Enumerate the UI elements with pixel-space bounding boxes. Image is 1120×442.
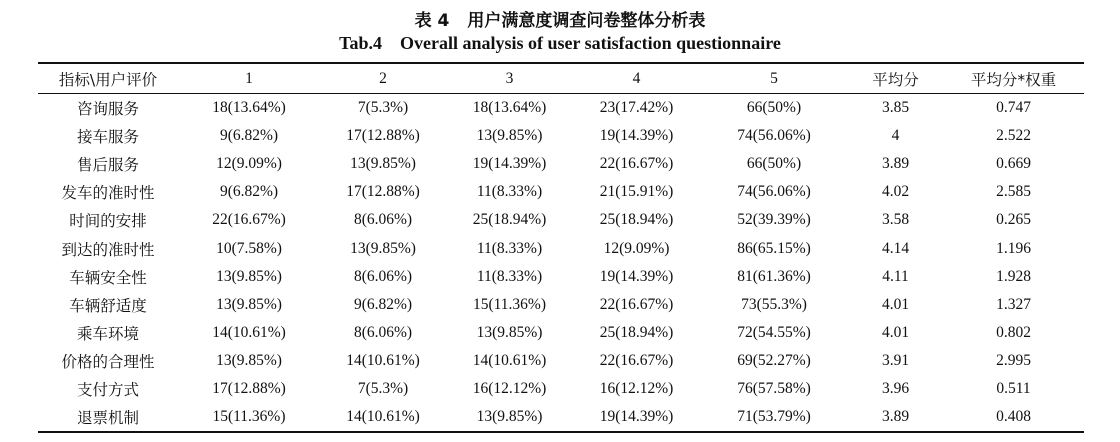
- cell-indicator: 发车的准时性: [61, 184, 155, 203]
- cell-indicator: 咨询服务: [76, 100, 139, 119]
- cell-rating-1: 13(9.85%): [216, 267, 282, 285]
- cell-rating-5: 76(57.58%): [737, 379, 811, 397]
- cell-rating-1: 10(7.58%): [216, 239, 282, 257]
- cell-rating-4: 19(14.39%): [599, 408, 674, 426]
- caption-cn-label: 表 4: [414, 11, 450, 31]
- cell-weighted-average: 2.995: [996, 351, 1031, 369]
- cell-rating-5: 52(39.39%): [737, 211, 811, 229]
- header-cell-rating-5: 5: [770, 69, 778, 87]
- cell-rating-2: 17(12.88%): [346, 183, 420, 201]
- cell-rating-4: 22(16.67%): [599, 295, 674, 313]
- cell-rating-2: 8(6.06%): [353, 267, 413, 285]
- table-row: [38, 319, 1084, 347]
- header-cell-rating-2: 2: [379, 69, 387, 87]
- cell-indicator: 售后服务: [76, 156, 139, 175]
- cell-average: 4.01: [881, 323, 910, 341]
- caption-en-label: Tab.4: [339, 33, 382, 53]
- cell-average: 3.89: [881, 408, 910, 426]
- cell-rating-3: 19(14.39%): [472, 155, 547, 173]
- caption-cn-title: 用户满意度调查问卷整体分析表: [467, 11, 706, 31]
- cell-indicator: 接车服务: [76, 128, 139, 147]
- cell-rating-1: 18(13.64%): [212, 99, 286, 117]
- cell-rating-5: 66(50%): [746, 99, 802, 117]
- cell-rating-2: 14(10.61%): [346, 408, 420, 426]
- cell-average: 3.89: [881, 155, 910, 173]
- header-cell-rating-4: 4: [632, 69, 641, 87]
- table-row: [38, 122, 1084, 150]
- cell-rating-4: 19(14.39%): [599, 267, 674, 285]
- table-row: [38, 375, 1084, 403]
- cell-average: 4.02: [881, 183, 910, 201]
- cell-weighted-average: 0.265: [996, 211, 1031, 229]
- table-body: [38, 94, 1084, 433]
- cell-rating-4: 16(12.12%): [599, 379, 674, 397]
- table-row: [38, 403, 1084, 432]
- cell-rating-1: 22(16.67%): [212, 211, 286, 229]
- cell-rating-2: 13(9.85%): [350, 155, 416, 173]
- cell-rating-5: 71(53.79%): [737, 408, 811, 426]
- cell-rating-1: 9(6.82%): [219, 183, 279, 201]
- cell-rating-4: 19(14.39%): [599, 127, 674, 145]
- cell-indicator: 到达的准时性: [61, 240, 155, 259]
- cell-rating-1: 14(10.61%): [212, 323, 286, 341]
- cell-rating-3: 13(9.85%): [476, 408, 543, 426]
- cell-indicator: 退票机制: [76, 409, 139, 428]
- cell-rating-1: 15(11.36%): [212, 408, 286, 426]
- table-row: [38, 291, 1084, 319]
- cell-rating-2: 9(6.82%): [353, 295, 413, 313]
- cell-rating-1: 17(12.88%): [212, 379, 286, 397]
- table-row: [38, 94, 1084, 123]
- cell-rating-1: 9(6.82%): [219, 127, 279, 145]
- cell-weighted-average: 0.802: [996, 323, 1031, 341]
- cell-rating-5: 86(65.15%): [737, 239, 811, 257]
- cell-indicator: 车辆舒适度: [69, 296, 147, 315]
- cell-rating-5: 73(55.3%): [741, 295, 807, 313]
- cell-rating-3: 16(12.12%): [472, 379, 547, 397]
- cell-average: 3.91: [881, 351, 910, 369]
- cell-weighted-average: 0.511: [996, 379, 1031, 397]
- cell-weighted-average: 0.408: [996, 408, 1031, 426]
- cell-rating-4: 12(9.09%): [603, 239, 670, 257]
- cell-average: 3.96: [881, 379, 910, 397]
- cell-rating-5: 74(56.06%): [737, 183, 811, 201]
- header-cell-rating-1: 1: [245, 69, 253, 87]
- cell-average: 4.14: [881, 239, 910, 257]
- cell-rating-2: 13(9.85%): [350, 239, 416, 257]
- cell-rating-3: 15(11.36%): [472, 295, 547, 313]
- table-row: [38, 234, 1084, 262]
- cell-rating-5: 66(50%): [746, 155, 802, 173]
- cell-indicator: 价格的合理性: [61, 352, 155, 371]
- cell-rating-3: 14(10.61%): [472, 351, 547, 369]
- header-row: [38, 63, 1084, 94]
- cell-indicator: 乘车环境: [76, 324, 139, 343]
- cell-rating-5: 74(56.06%): [737, 127, 811, 145]
- header-cell-rating-3: 3: [505, 69, 514, 87]
- cell-rating-2: 14(10.61%): [346, 351, 420, 369]
- cell-weighted-average: 2.522: [996, 127, 1031, 145]
- table-row: [38, 347, 1084, 375]
- cell-rating-4: 25(18.94%): [599, 323, 674, 341]
- cell-weighted-average: 0.669: [996, 155, 1031, 173]
- cell-average: 4.01: [881, 295, 910, 313]
- table-caption-english: [0, 33, 1120, 54]
- cell-rating-3: 25(18.94%): [472, 211, 547, 229]
- cell-weighted-average: 1.196: [996, 239, 1031, 257]
- cell-rating-1: 13(9.85%): [216, 351, 282, 369]
- cell-weighted-average: 0.747: [996, 99, 1031, 117]
- cell-weighted-average: 1.327: [996, 295, 1031, 313]
- cell-indicator: 支付方式: [76, 380, 139, 399]
- table-row: [38, 150, 1084, 178]
- cell-weighted-average: 1.928: [996, 267, 1031, 285]
- cell-rating-5: 72(54.55%): [737, 323, 811, 341]
- table-caption-chinese: [0, 6, 1120, 31]
- cell-rating-4: 23(17.42%): [599, 99, 674, 117]
- cell-average: 4: [891, 127, 900, 145]
- cell-rating-3: 11(8.33%): [476, 239, 543, 257]
- cell-rating-2: 8(6.06%): [353, 323, 413, 341]
- cell-rating-4: 21(15.91%): [599, 183, 674, 201]
- cell-indicator: 车辆安全性: [69, 268, 147, 287]
- cell-indicator: 时间的安排: [69, 212, 147, 231]
- cell-rating-3: 13(9.85%): [476, 323, 543, 341]
- table-row: [38, 206, 1084, 234]
- cell-rating-5: 69(52.27%): [737, 351, 811, 369]
- cell-rating-3: 11(8.33%): [476, 267, 543, 285]
- table-row: [38, 178, 1084, 206]
- header-cell-average: 平均分: [872, 70, 919, 89]
- cell-rating-2: 7(5.3%): [357, 99, 409, 117]
- cell-rating-2: 17(12.88%): [346, 127, 420, 145]
- caption-en-title: Overall analysis of user satisfaction questionnaire: [400, 33, 781, 53]
- header-cell-indicator: 指标\用户评价: [58, 70, 158, 89]
- cell-weighted-average: 2.585: [996, 183, 1031, 201]
- cell-rating-4: 25(18.94%): [599, 211, 674, 229]
- cell-rating-1: 13(9.85%): [216, 295, 282, 313]
- cell-rating-5: 81(61.36%): [737, 267, 811, 285]
- cell-rating-4: 22(16.67%): [599, 351, 674, 369]
- cell-rating-4: 22(16.67%): [599, 155, 674, 173]
- satisfaction-table: [38, 62, 1084, 433]
- cell-rating-2: 8(6.06%): [353, 211, 413, 229]
- cell-rating-2: 7(5.3%): [357, 379, 409, 397]
- cell-average: 4.11: [882, 267, 909, 285]
- header-cell-weighted-average: 平均分*权重: [970, 70, 1057, 89]
- cell-average: 3.85: [881, 99, 910, 117]
- cell-rating-3: 18(13.64%): [472, 99, 547, 117]
- cell-rating-3: 11(8.33%): [476, 183, 543, 201]
- cell-rating-1: 12(9.09%): [216, 155, 282, 173]
- cell-average: 3.58: [881, 211, 910, 229]
- cell-rating-3: 13(9.85%): [476, 127, 543, 145]
- table-row: [38, 263, 1084, 291]
